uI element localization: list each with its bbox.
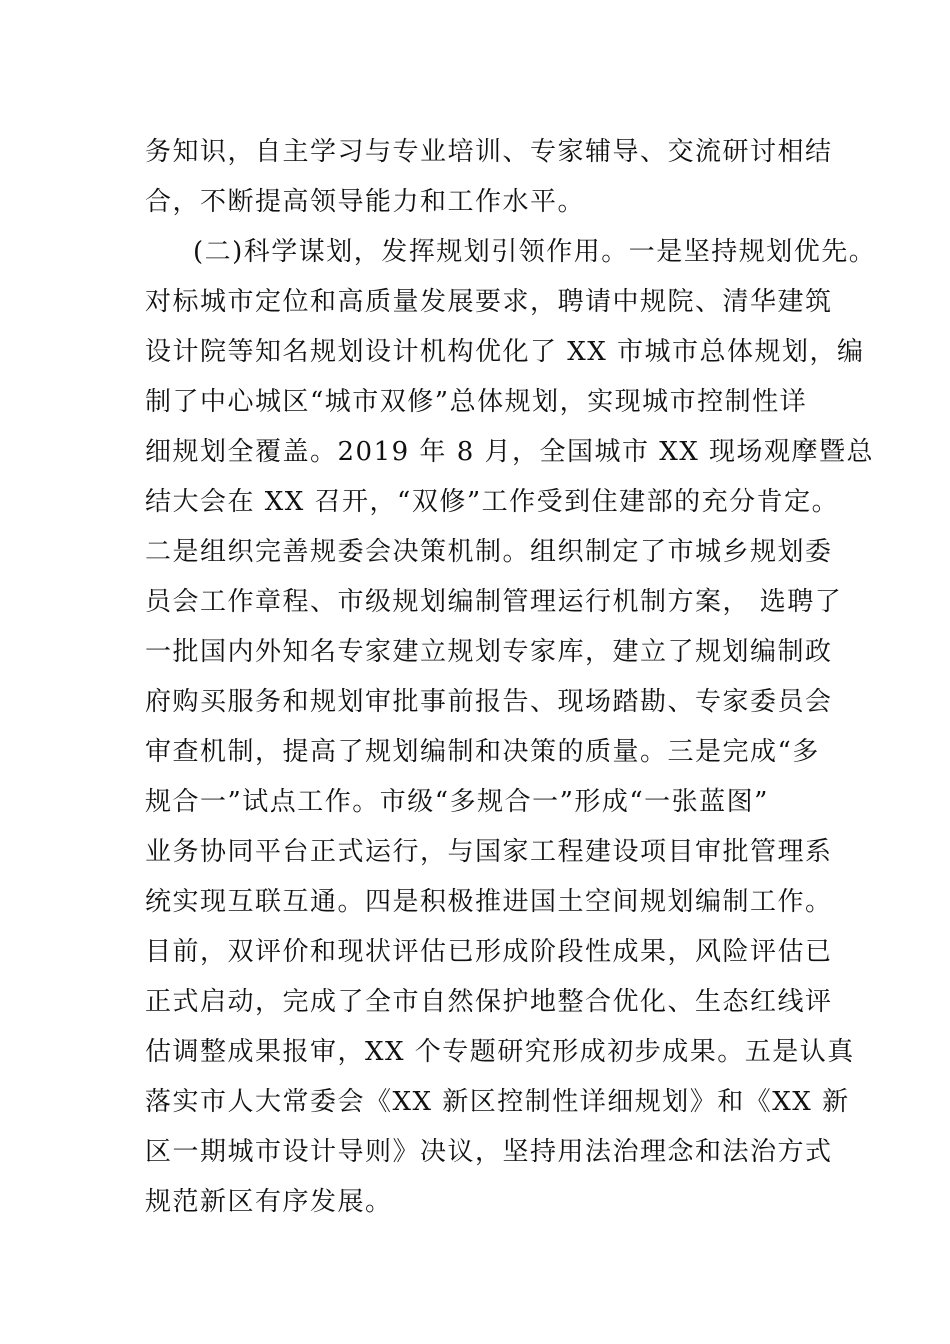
text-line: 目前，双评价和现状评估已形成阶段性成果，风险评估已 [145, 937, 833, 967]
text-line: 制了中心城区“城市双修”总体规划，实现城市控制性详 [145, 387, 808, 417]
paragraph-first-line: (二)科学谋划，发挥规划引领作用。一是坚持规划优先。 [193, 237, 877, 267]
text-line: 设计院等知名规划设计机构优化了 XX 市城市总体规划，编 [145, 337, 865, 367]
text-line: 员会工作章程、市级规划编制管理运行机制方案， 选聘了 [145, 587, 843, 617]
text-line: 细规划全覆盖。2019 年 8 月，全国城市 XX 现场观摩暨总 [145, 437, 875, 467]
text-line: 正式启动，完成了全市自然保护地整合优化、生态红线评 [145, 987, 833, 1017]
text-line: 区一期城市设计导则》决议，坚持用法治理念和法治方式 [145, 1137, 833, 1167]
text-line: 统实现互联互通。四是积极推进国土空间规划编制工作。 [145, 887, 833, 917]
text-line: 一批国内外知名专家建立规划专家库，建立了规划编制政 [145, 637, 833, 667]
text-line: 规合一”试点工作。市级“多规合一”形成“一张蓝图” [145, 787, 769, 817]
text-line: 业务协同平台正式运行，与国家工程建设项目审批管理系 [145, 837, 833, 867]
text-line: 审查机制，提高了规划编制和决策的质量。三是完成“多 [145, 737, 820, 767]
text-line: 对标城市定位和高质量发展要求，聘请中规院、清华建筑 [145, 287, 833, 317]
text-line: 估调整成果报审，XX 个专题研究形成初步成果。五是认真 [145, 1037, 855, 1067]
text-line: 落实市人大常委会《XX 新区控制性详细规划》和《XX 新 [145, 1087, 850, 1117]
text-line: 结大会在 XX 召开，“双修”工作受到住建部的充分肯定。 [145, 487, 840, 517]
text-line: 规范新区有序发展。 [145, 1187, 393, 1217]
text-line: 务知识，自主学习与专业培训、专家辅导、交流研讨相结 [145, 137, 833, 167]
text-line: 合，不断提高领导能力和工作水平。 [145, 187, 586, 217]
text-line: 二是组织完善规委会决策机制。组织制定了市城乡规划委 [145, 537, 833, 567]
text-line: 府购买服务和规划审批事前报告、现场踏勘、专家委员会 [145, 687, 833, 717]
